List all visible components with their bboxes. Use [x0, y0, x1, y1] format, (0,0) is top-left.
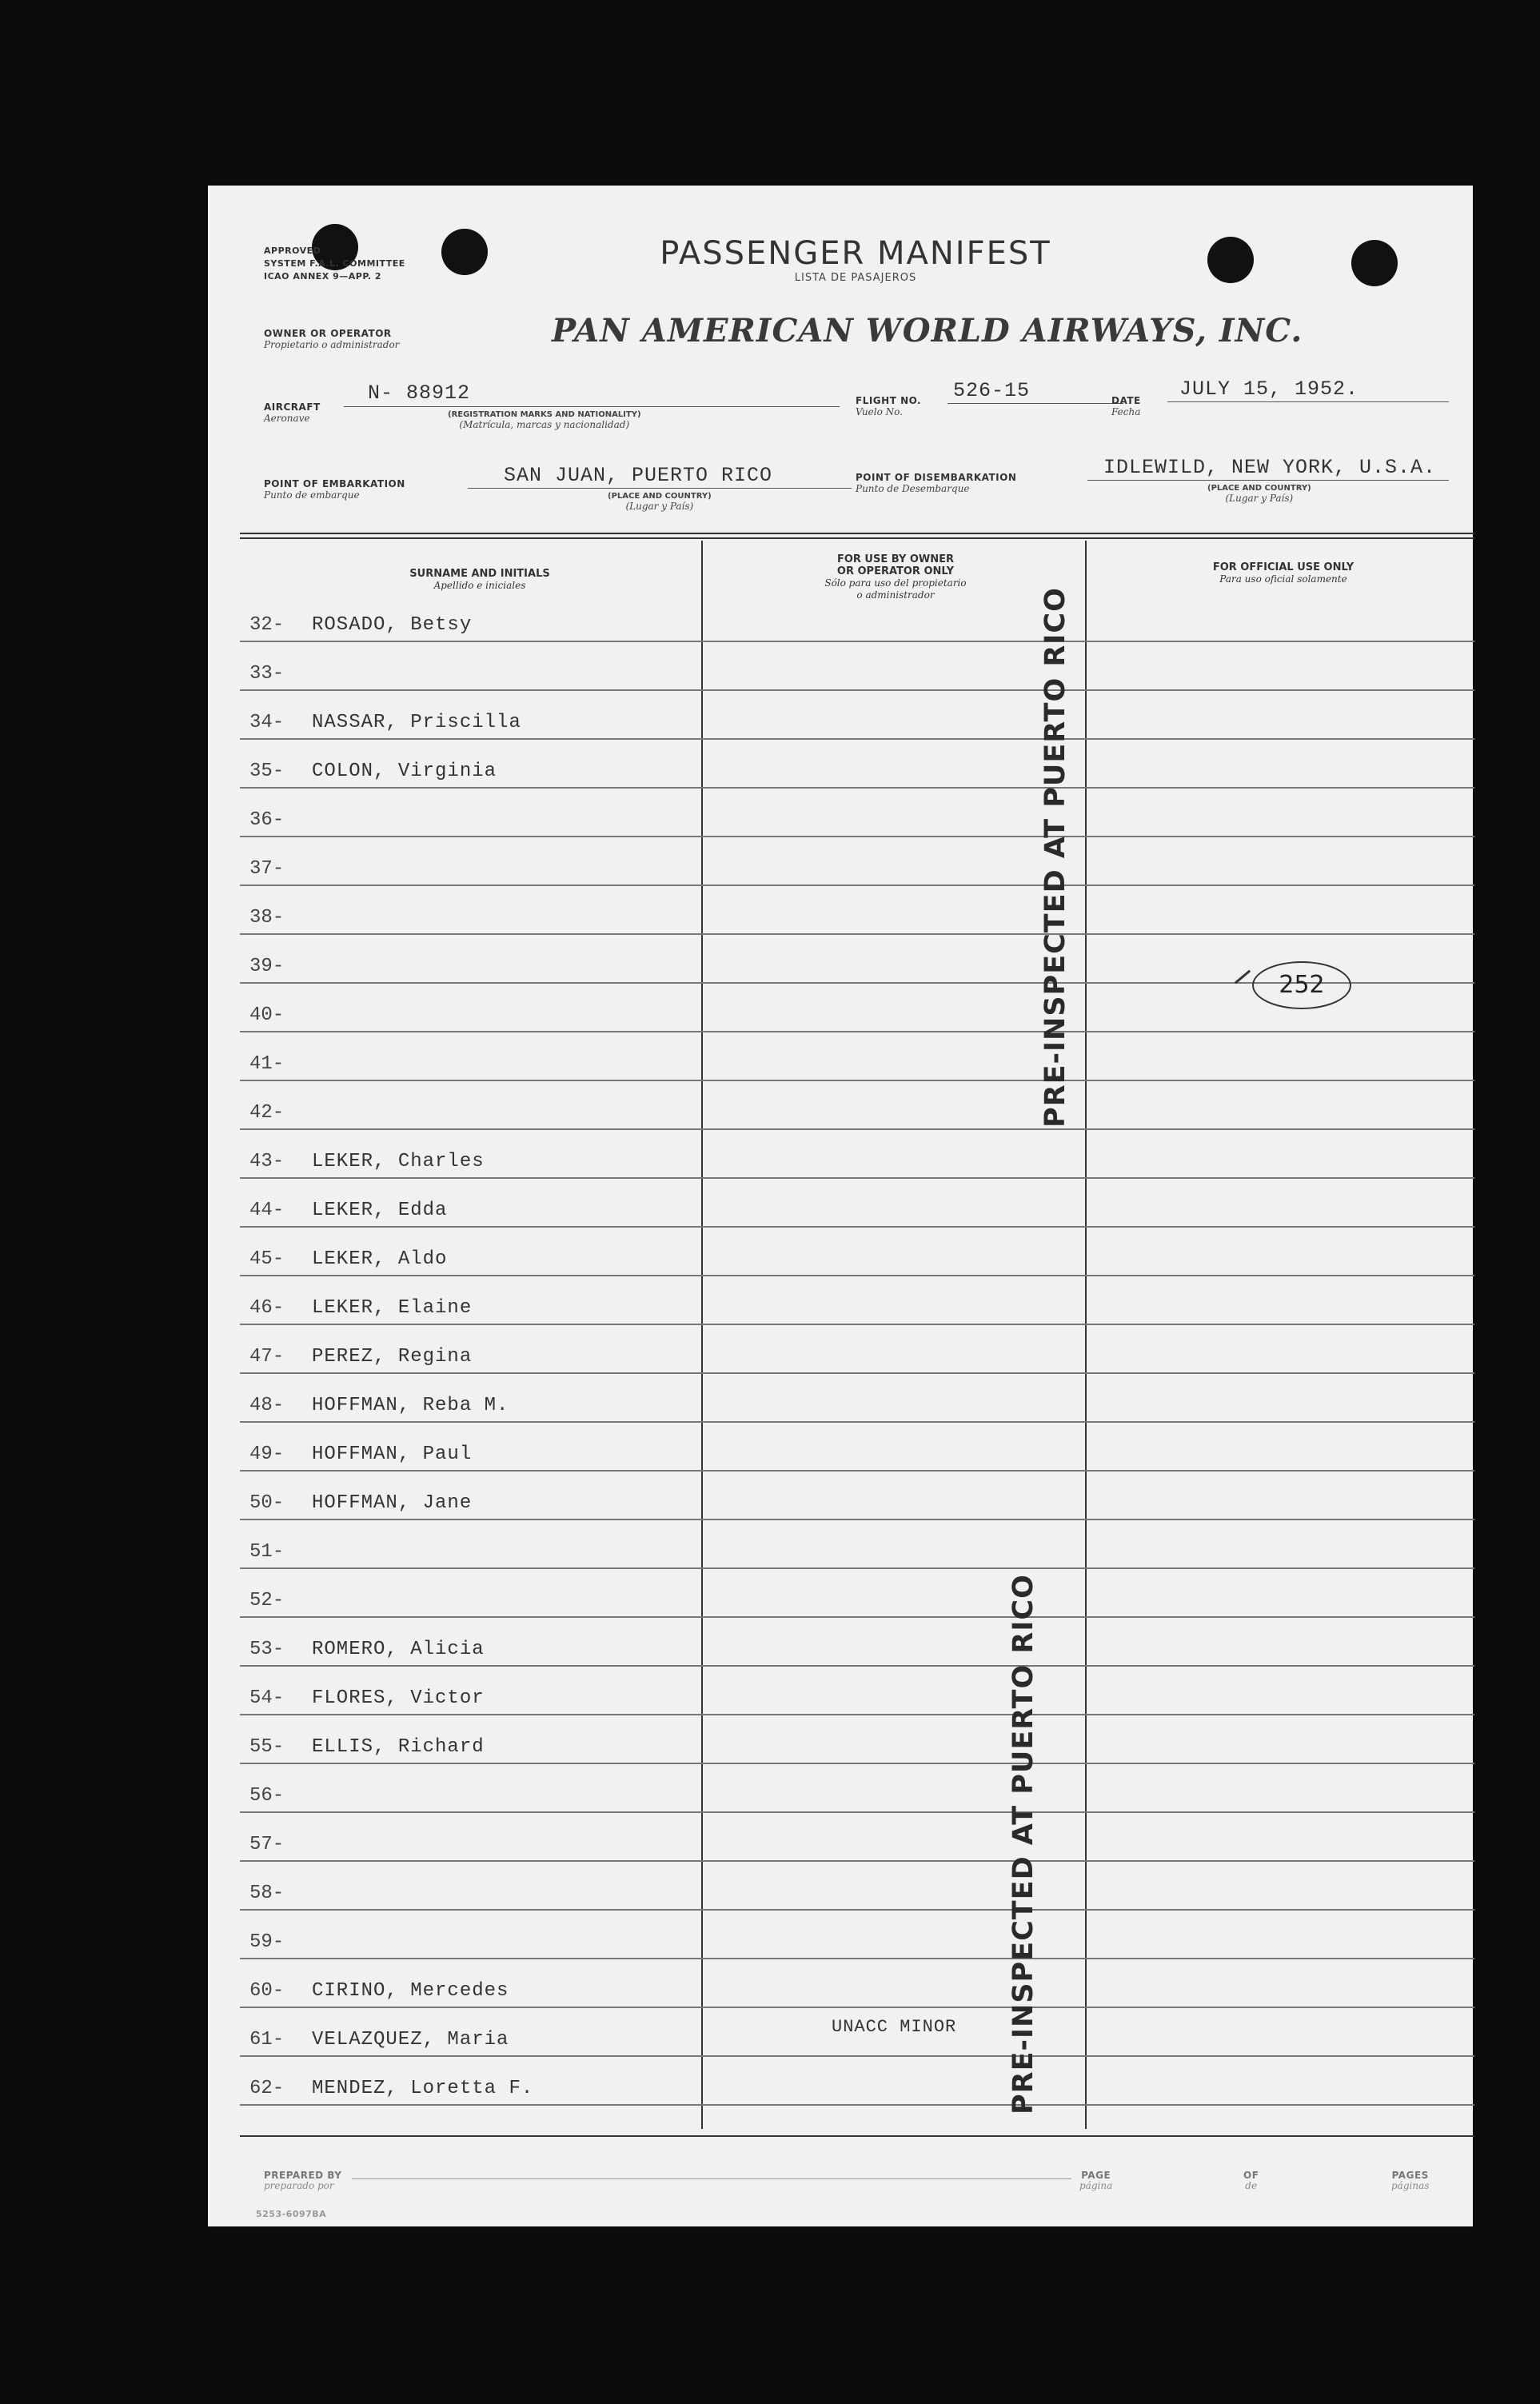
aircraft-label: AIRCRAFT	[264, 401, 321, 413]
passenger-name: HOFFMAN, Jane	[312, 1492, 473, 1514]
row-number: 59-	[249, 1931, 285, 1953]
row-number: 35-	[249, 761, 285, 782]
surname-column-header	[344, 568, 616, 592]
place-caption: (PLACE AND COUNTRY)	[608, 492, 712, 501]
prepared-by-block	[264, 2170, 341, 2191]
official-use-header: FOR OFFICIAL USE ONLY	[1212, 561, 1354, 573]
flight-label-es: Vuelo No.	[856, 406, 903, 417]
row-rule	[240, 1714, 1474, 1715]
official-number: 252	[1252, 961, 1351, 1009]
row-rule	[240, 1909, 1474, 1911]
row-rule	[240, 1080, 1474, 1081]
row-number: 42-	[249, 1102, 285, 1124]
row-number: 55-	[249, 1736, 285, 1758]
row-rule	[240, 2007, 1474, 2008]
of-label-block	[1243, 2170, 1259, 2191]
page-title: PASSENGER MANIFEST	[660, 235, 1051, 272]
header-rule	[240, 533, 1474, 534]
manifest-sheet	[208, 186, 1473, 2226]
passenger-name: ELLIS, Richard	[312, 1736, 485, 1758]
passenger-name: LEKER, Edda	[312, 1200, 448, 1221]
date-label: DATE	[1111, 395, 1141, 406]
date-label-block	[1111, 395, 1141, 417]
passenger-name: LEKER, Aldo	[312, 1248, 448, 1270]
passenger-name: ROMERO, Alicia	[312, 1639, 485, 1660]
row-rule	[240, 787, 1474, 789]
header-rule	[240, 537, 1474, 539]
row-number: 45-	[249, 1248, 285, 1270]
operator-name: PAN AMERICAN WORLD AIRWAYS, INC.	[552, 312, 1303, 349]
surname-header-es: Apellido e iniciales	[433, 580, 526, 591]
prepared-by-line	[352, 2178, 1071, 2179]
page-label-block	[1079, 2170, 1112, 2191]
row-number: 54-	[249, 1687, 285, 1709]
registration-caption-block	[448, 409, 641, 430]
owner-label: OWNER OR OPERATOR	[264, 328, 392, 339]
pages-label-es: páginas	[1391, 2180, 1430, 2191]
flight-label: FLIGHT NO.	[856, 395, 922, 406]
row-rule	[240, 1519, 1474, 1520]
punch-hole	[1207, 237, 1254, 283]
row-rule	[240, 1860, 1474, 1862]
approval-line: SYSTEM F.A.L. COMMITTEE	[264, 258, 405, 269]
embark-underline	[468, 488, 852, 489]
disembark-label-block	[856, 472, 1016, 494]
disembark-underline	[1087, 480, 1449, 481]
punch-hole	[1351, 240, 1398, 286]
row-rule	[240, 2055, 1474, 2057]
punch-hole	[441, 229, 488, 275]
pre-inspected-stamp: PRE-INSPECTED AT PUERTO RICO	[1007, 1574, 1039, 2114]
pages-label: PAGES	[1391, 2170, 1429, 2181]
of-label: OF	[1243, 2170, 1259, 2181]
owner-use-header-es: Sólo para uso del propietario	[824, 577, 967, 589]
owner-use-header-es: o administrador	[856, 589, 935, 601]
row-number: 57-	[249, 1834, 285, 1855]
row-number: 50-	[249, 1492, 285, 1514]
place-caption-es: (Lugar y País)	[1225, 493, 1294, 504]
flight-underline	[948, 403, 1123, 404]
row-rule	[240, 1226, 1474, 1228]
row-number: 37-	[249, 858, 285, 880]
row-number: 56-	[249, 1785, 285, 1807]
passenger-name: VELAZQUEZ, Maria	[312, 2029, 509, 2051]
row-number: 40-	[249, 1004, 285, 1026]
row-rule	[240, 689, 1474, 691]
row-rule	[240, 1128, 1474, 1130]
row-rule	[240, 1421, 1474, 1423]
title-block	[632, 235, 1079, 284]
row-number: 51-	[249, 1541, 285, 1563]
row-number: 60-	[249, 1980, 285, 2002]
surname-header: SURNAME AND INITIALS	[409, 568, 550, 580]
row-number: 36-	[249, 809, 285, 831]
passenger-name: HOFFMAN, Paul	[312, 1444, 473, 1465]
passenger-name: HOFFMAN, Reba M.	[312, 1395, 509, 1416]
place-caption-es: (Lugar y País)	[625, 501, 694, 512]
row-rule	[240, 1324, 1474, 1325]
row-number: 47-	[249, 1346, 285, 1368]
row-number: 43-	[249, 1151, 285, 1172]
embark-value: SAN JUAN, PUERTO RICO	[504, 464, 773, 487]
embark-caption-block	[608, 491, 712, 512]
row-rule	[240, 738, 1474, 740]
column-divider	[1085, 541, 1087, 2129]
passenger-name: LEKER, Elaine	[312, 1297, 473, 1319]
disembark-label: POINT OF DISEMBARKATION	[856, 472, 1017, 483]
row-rule	[240, 1470, 1474, 1472]
row-number: 61-	[249, 2029, 285, 2051]
pages-label-block	[1391, 2170, 1429, 2191]
unacc-minor-note: UNACC MINOR	[832, 2017, 957, 2037]
official-use-column-header	[1135, 561, 1431, 585]
row-rule	[240, 1372, 1474, 1374]
prepared-by-label: PREPARED BY	[264, 2170, 342, 2181]
row-rule	[240, 2104, 1474, 2106]
row-rule	[240, 1567, 1474, 1569]
owner-use-header: FOR USE BY OWNER	[836, 553, 955, 565]
form-number: 5253-6097BA	[256, 2209, 327, 2219]
passenger-name: NASSAR, Priscilla	[312, 712, 521, 733]
row-rule	[240, 1958, 1474, 1959]
passenger-name: ROSADO, Betsy	[312, 614, 473, 636]
passenger-name: FLORES, Victor	[312, 1687, 485, 1709]
row-number: 38-	[249, 907, 285, 928]
row-number: 34-	[249, 712, 285, 733]
of-label-es: de	[1245, 2180, 1258, 2191]
row-number: 46-	[249, 1297, 285, 1319]
row-rule	[240, 885, 1474, 886]
row-number: 44-	[249, 1200, 285, 1221]
owner-label-es: Propietario o administrador	[264, 339, 400, 350]
place-caption: (PLACE AND COUNTRY)	[1207, 484, 1311, 493]
column-divider	[701, 541, 703, 2129]
disembark-label-es: Punto de Desembarque	[856, 483, 970, 494]
owner-use-header: OR OPERATOR ONLY	[836, 565, 955, 577]
approval-block	[264, 245, 405, 283]
embark-label-block	[264, 478, 405, 501]
row-rule	[240, 1177, 1474, 1179]
approval-line: ICAO ANNEX 9—APP. 2	[264, 271, 382, 282]
aircraft-value: N- 88912	[368, 381, 471, 405]
date-value: JULY 15, 1952.	[1179, 377, 1359, 401]
flight-label-block	[856, 395, 921, 417]
passenger-name: LEKER, Charles	[312, 1151, 485, 1172]
passenger-name: MENDEZ, Loretta F.	[312, 2078, 534, 2099]
official-use-header-es: Para uso oficial solamente	[1219, 573, 1347, 585]
page-label: PAGE	[1081, 2170, 1111, 2181]
aircraft-label-block	[264, 401, 321, 424]
row-number: 52-	[249, 1590, 285, 1611]
footer-rule	[240, 2135, 1474, 2137]
row-rule	[240, 836, 1474, 837]
row-rule	[240, 1616, 1474, 1618]
disembark-value: IDLEWILD, NEW YORK, U.S.A.	[1103, 456, 1437, 479]
aircraft-underline	[344, 406, 840, 407]
row-rule	[240, 1763, 1474, 1764]
aircraft-label-es: Aeronave	[264, 413, 310, 424]
row-rule	[240, 1811, 1474, 1813]
passenger-name: PEREZ, Regina	[312, 1346, 473, 1368]
passenger-name: CIRINO, Mercedes	[312, 1980, 509, 2002]
disembark-caption-block	[1207, 483, 1311, 504]
prepared-by-label-es: preparado por	[264, 2180, 334, 2191]
row-number: 62-	[249, 2078, 285, 2099]
page-subtitle: LISTA DE PASAJEROS	[794, 272, 917, 284]
date-underline	[1167, 401, 1449, 402]
embark-label-es: Punto de embarque	[264, 489, 360, 501]
row-number: 39-	[249, 956, 285, 977]
passenger-name: COLON, Virginia	[312, 761, 497, 782]
row-rule	[240, 641, 1474, 642]
row-number: 49-	[249, 1444, 285, 1465]
row-number: 53-	[249, 1639, 285, 1660]
row-rule	[240, 933, 1474, 935]
row-number: 33-	[249, 663, 285, 685]
row-number: 32-	[249, 614, 285, 636]
date-label-es: Fecha	[1111, 406, 1141, 417]
approval-line: APPROVED	[264, 246, 321, 256]
row-number: 48-	[249, 1395, 285, 1416]
owner-use-column-header	[768, 553, 1023, 601]
flight-value: 526-15	[953, 379, 1031, 402]
row-rule	[240, 1031, 1474, 1032]
registration-caption-es: (Matrícula, marcas y nacionalidad)	[459, 419, 630, 430]
row-number: 41-	[249, 1053, 285, 1075]
row-rule	[240, 1275, 1474, 1276]
owner-label-block	[264, 328, 399, 350]
pre-inspected-stamp: PRE-INSPECTED AT PUERTO RICO	[1039, 587, 1071, 1128]
row-rule	[240, 1665, 1474, 1667]
page-label-es: página	[1079, 2180, 1113, 2191]
row-number: 58-	[249, 1883, 285, 1904]
registration-caption: (REGISTRATION MARKS AND NATIONALITY)	[448, 410, 641, 419]
embark-label: POINT OF EMBARKATION	[264, 478, 405, 489]
